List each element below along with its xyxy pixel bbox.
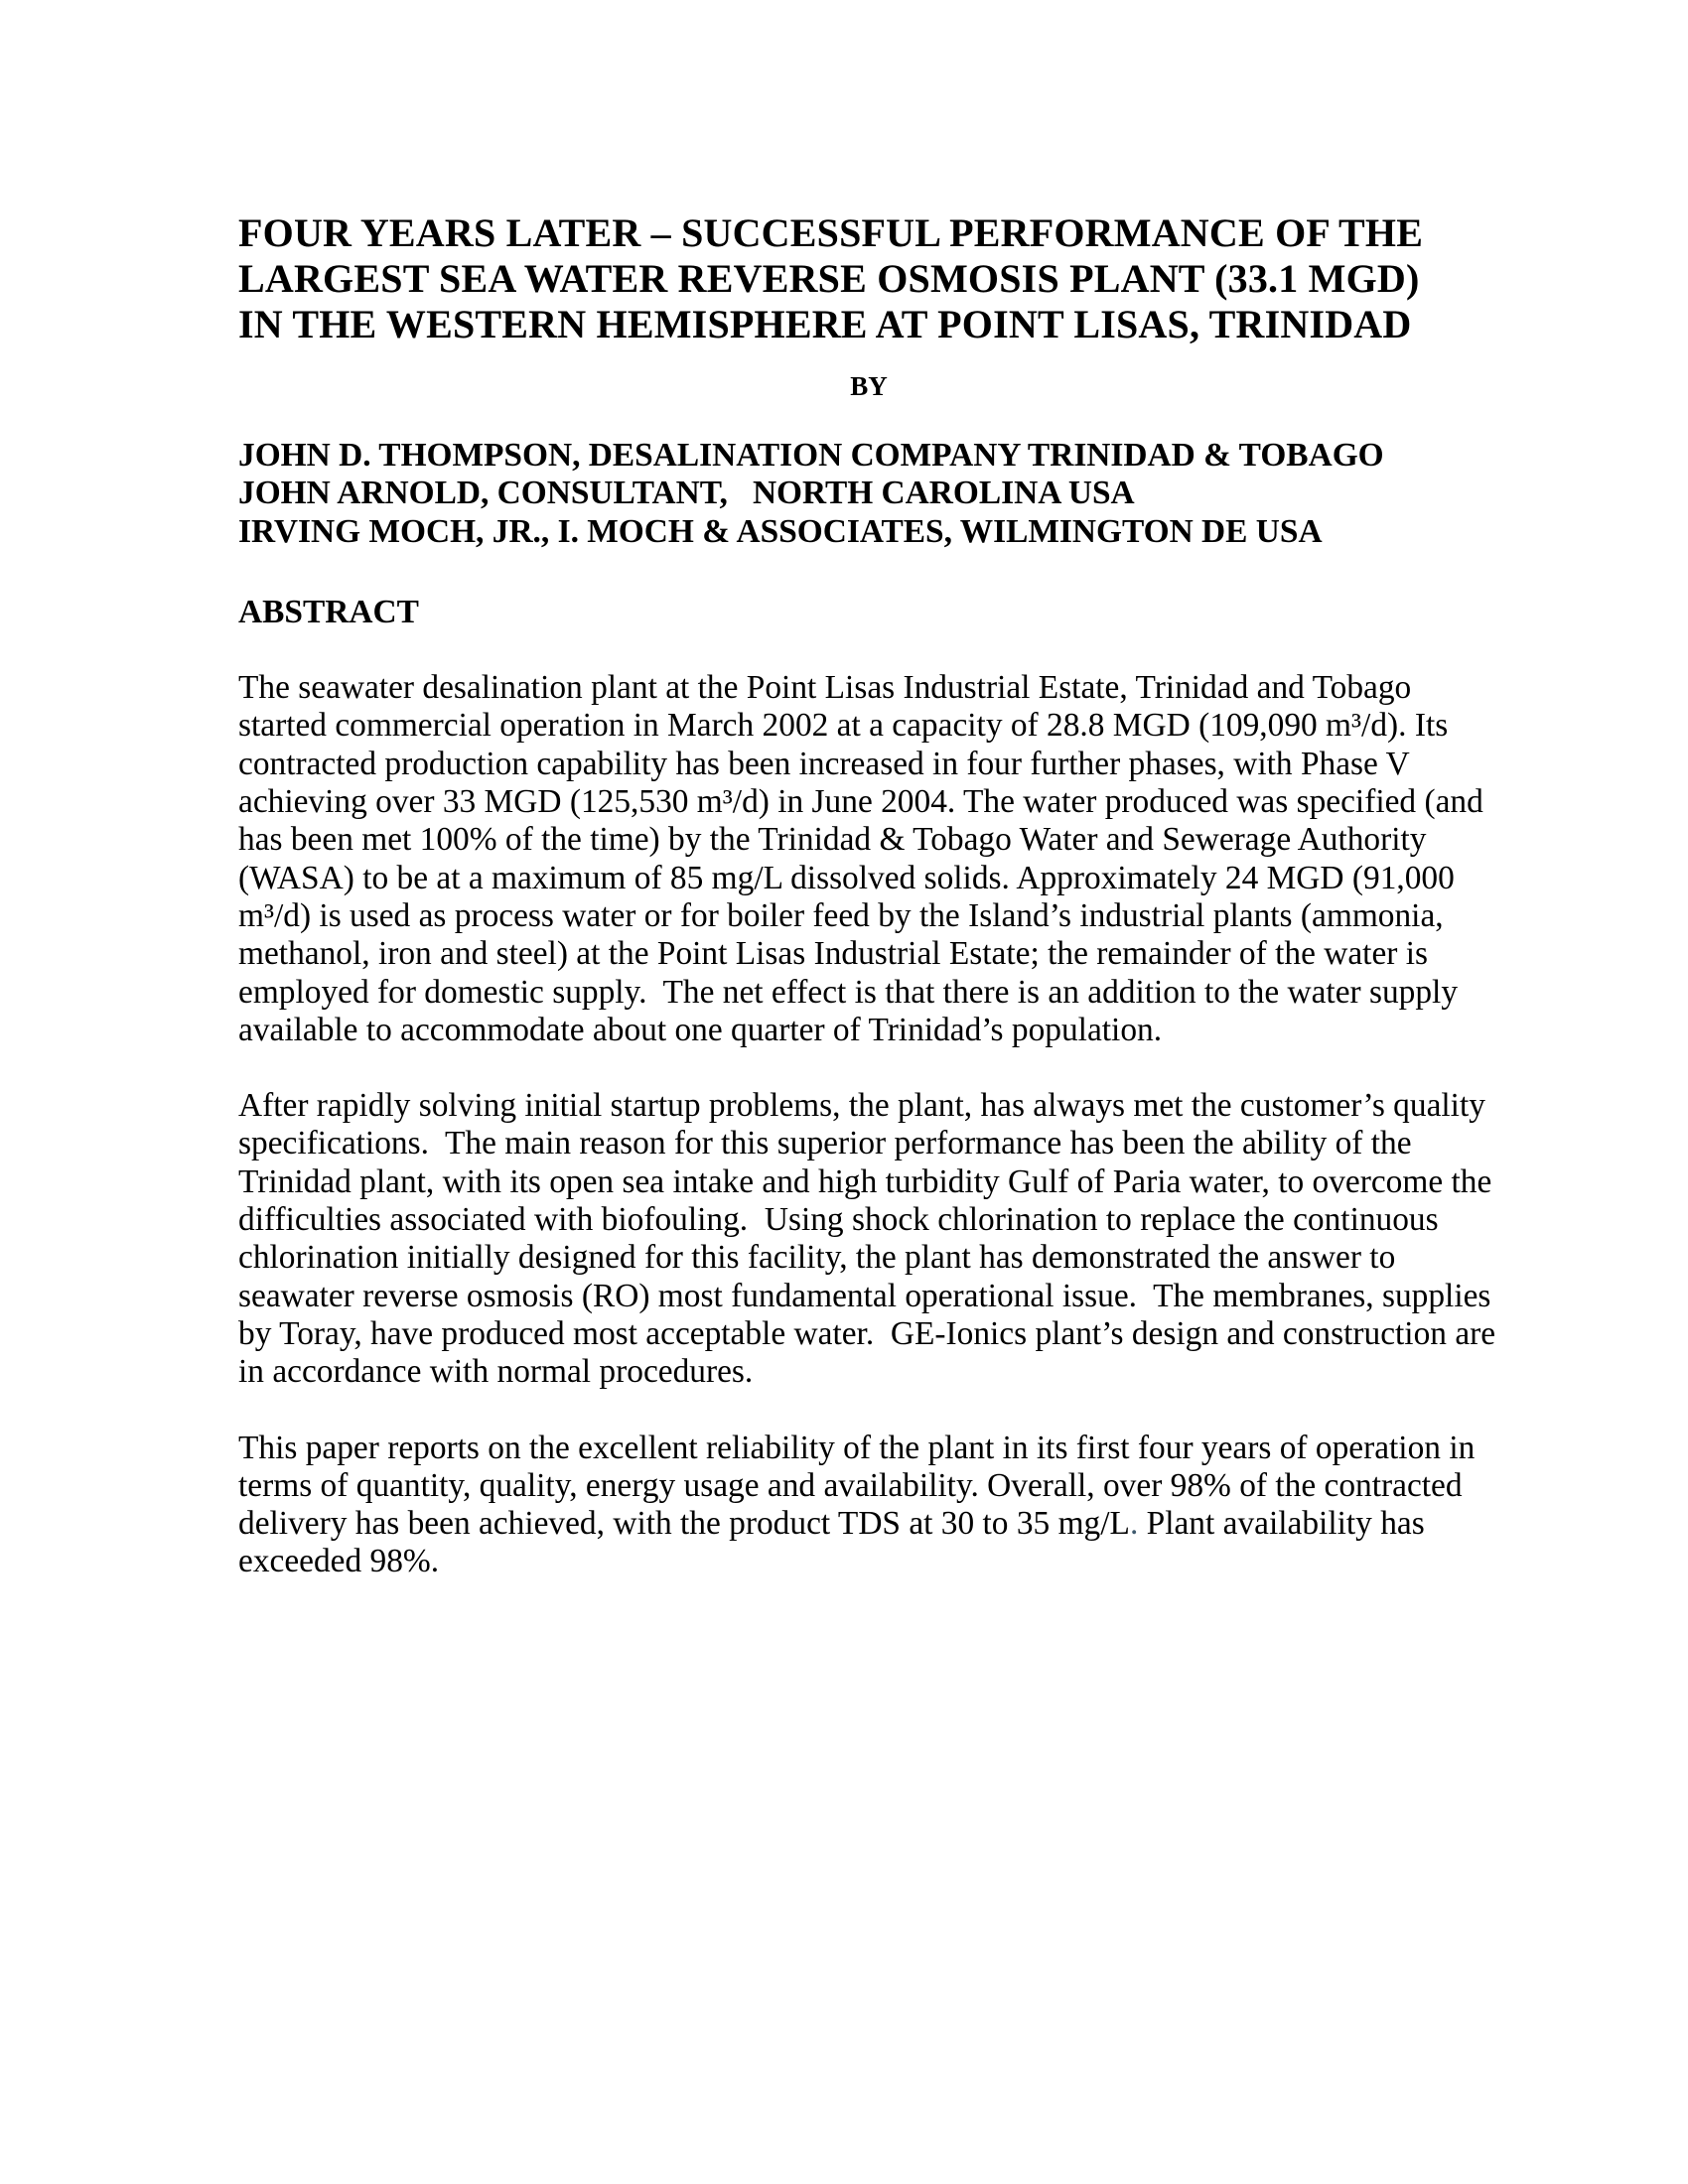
paper-title-line-2: LARGEST SEA WATER REVERSE OSMOSIS PLANT (33.1 MGD) [238,256,1420,301]
abstract-paragraph-2: After rapidly solving initial startup problems, the plant, has always met the customer’s quality specifications. The main reason for this superior performance has been the ability of the Trinidad plant, with its open sea intake and high turbidity Gulf of Paria water, to overcome the difficulties associated with biofouling. Using shock chlorination to replace the continuous chlorination initially designed for this facility, the plant has demonstrated the answer to seawater reverse osmosis (RO) most fundamental operational issue. The membranes, supplies by Toray, have produced most acceptable water. GE-Ionics plant’s design and construction are in accordance with normal procedures. [238,1087,1504,1391]
abstract-heading: ABSTRACT [238,593,419,630]
author-line-2: JOHN ARNOLD, CONSULTANT, NORTH CAROLINA USA [238,475,1135,512]
abstract-paragraph-3-text-end: Plant availability has exceeded 98%. [238,1505,1434,1580]
abstract-paragraph-3-text: This paper reports on the excellent reliability of the plant in its first four years of operation in terms of quantity, quality, energy usage and availability. Overall, over 98% of the contracted delivery has been achieved, with the product TDS at 30 to 35 mg/L [238,1429,1483,1543]
byline: BY [850,371,888,401]
author-line-1: JOHN D. THOMPSON, DESALINATION COMPANY TRINIDAD & TOBAGO [238,437,1384,474]
highlighted-period: . [1129,1505,1139,1543]
paper-title [238,210,1499,347]
author-line-3: IRVING MOCH, JR., I. MOCH & ASSOCIATES, WILMINGTON DE USA [238,512,1323,550]
abstract-paragraph-1: The seawater desalination plant at the Point Lisas Industrial Estate, Trinidad and Tobago started commercial operation in March 2002 at a capacity of 28.8 MGD (109,090 m³/d). Its contracted production capability has been increased in four further phases, with Phase V achieving over 33 MGD (125,530 m³/d) in June 2004. The water produced was specified (and has been met 100% of the time) by the Trinidad & Tobago Water and Sewerage Authority (WASA) to be at a maximum of 85 mg/L dissolved solids. Approximately 24 MGD (91,000 m³/d) is used as process water or for boiler feed by the Island’s industrial plants (ammonia, methanol, iron and steel) at the Point Lisas Industrial Estate; the remainder of the water is employed for domestic supply. The net effect is that there is an addition to the water supply available to accommodate about one quarter of Trinidad’s population. [238,669,1492,1048]
author-list [238,437,1499,551]
paper-title-line-1: FOUR YEARS LATER – SUCCESSFUL PERFORMANCE OF THE [238,210,1424,255]
paper-title-line-3: IN THE WESTERN HEMISPHERE AT POINT LISAS, TRINIDAD [238,302,1412,346]
abstract-paragraph-3 [238,1430,1499,1581]
